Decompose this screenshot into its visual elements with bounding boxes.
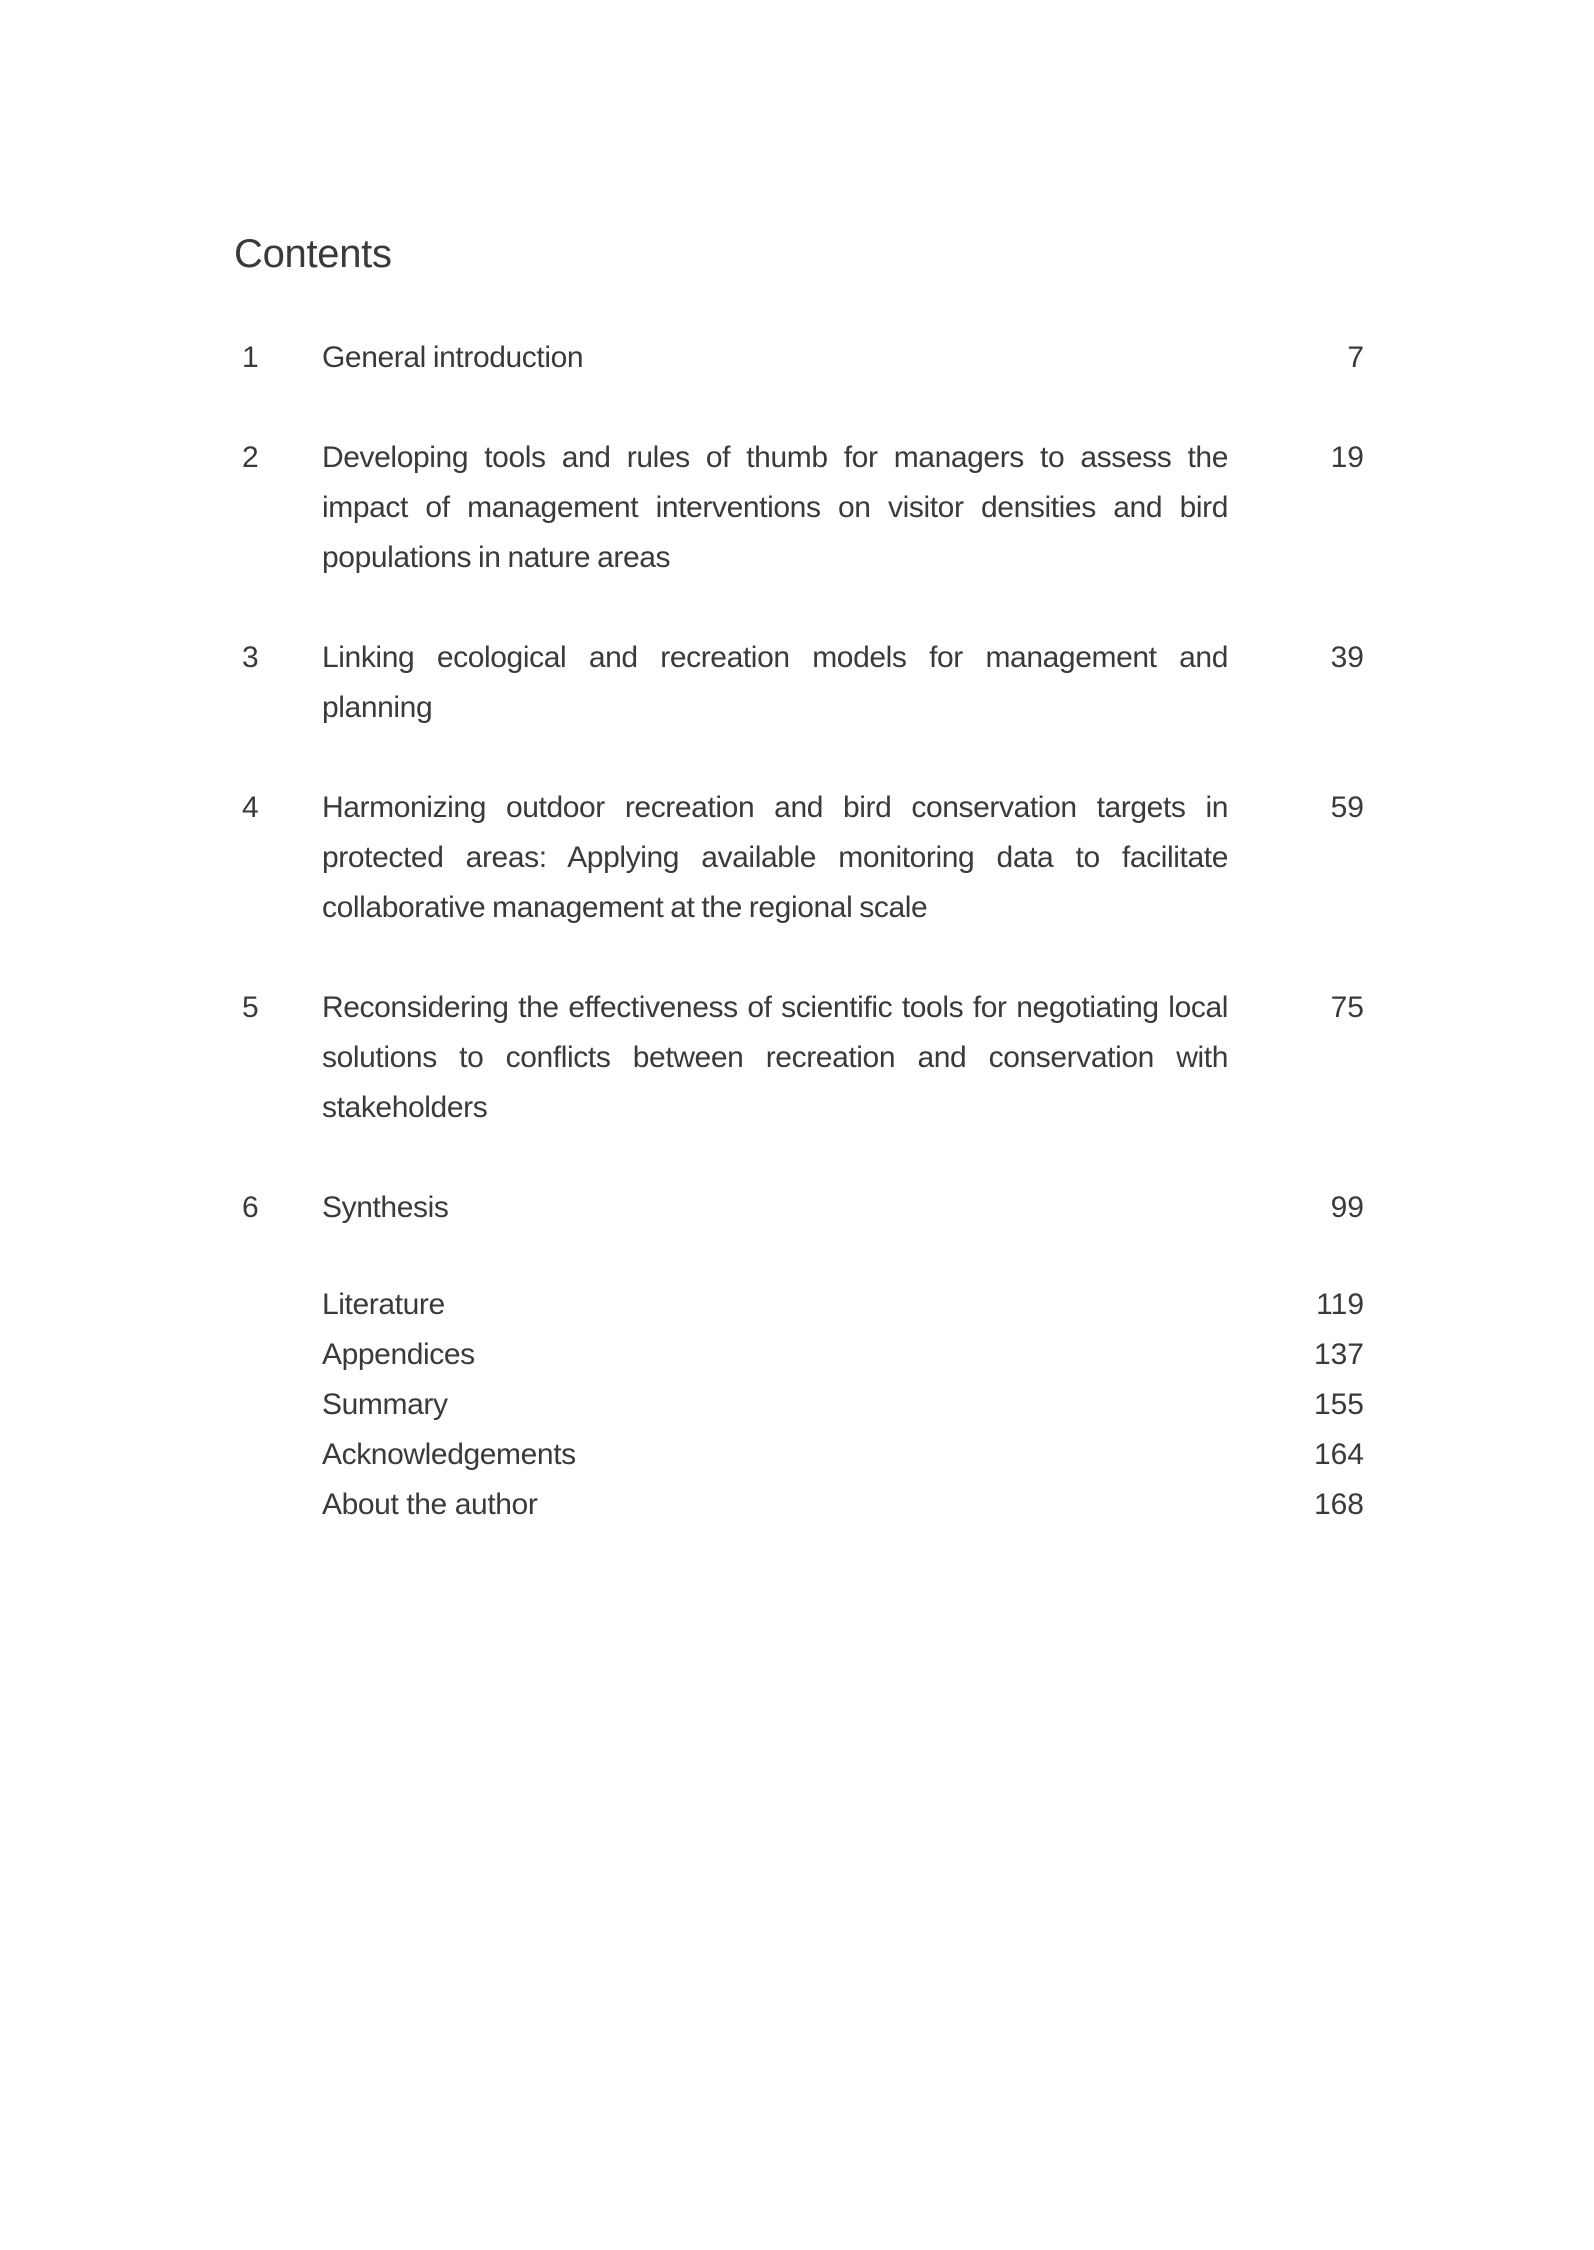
chapter-page-number: 19 <box>1330 441 1364 474</box>
backmatter-title: Appendices <box>322 1338 475 1371</box>
backmatter-title: Acknowledgements <box>322 1438 576 1471</box>
toc-entry-summary[interactable] <box>234 1380 1364 1430</box>
toc-entry-chapter-1[interactable] <box>234 333 1364 383</box>
toc-entry-about-the-author[interactable] <box>234 1480 1364 1530</box>
chapter-title: Developing tools and rules of thumb for managers to assess the impact of management interventions on visitor densities and bird populations in nature areas <box>322 441 1228 574</box>
chapter-number: 1 <box>242 341 259 374</box>
chapter-title: Linking ecological and recreation models for management and planning <box>322 641 1228 724</box>
chapter-number: 2 <box>242 441 259 474</box>
backmatter-title: Summary <box>322 1388 448 1421</box>
chapter-title: Harmonizing outdoor recreation and bird conservation targets in protected areas: Applying available monitoring data to facilitate collaborative management at the regional scale <box>322 791 1228 924</box>
chapter-page-number: 7 <box>1347 341 1364 374</box>
toc-entry-chapter-2[interactable] <box>234 433 1364 583</box>
chapter-title: Synthesis <box>322 1191 449 1224</box>
page-title: Contents <box>234 232 392 276</box>
toc-entry-literature[interactable] <box>234 1280 1364 1330</box>
backmatter-page-number: 168 <box>1313 1488 1364 1521</box>
toc-entry-chapter-5[interactable] <box>234 983 1364 1133</box>
toc-entry-appendices[interactable] <box>234 1330 1364 1380</box>
chapter-page-number: 75 <box>1330 991 1364 1024</box>
toc-entry-chapter-3[interactable] <box>234 633 1364 733</box>
chapter-number: 3 <box>242 641 259 674</box>
backmatter-page-number: 155 <box>1313 1388 1364 1421</box>
chapter-page-number: 39 <box>1330 641 1364 674</box>
backmatter-title: About the author <box>322 1488 538 1521</box>
chapter-number: 5 <box>242 991 259 1024</box>
backmatter-page-number: 137 <box>1313 1338 1364 1371</box>
toc-entry-chapter-4[interactable] <box>234 783 1364 933</box>
toc-entry-acknowledgements[interactable] <box>234 1430 1364 1480</box>
chapter-title: Reconsidering the effectiveness of scientific tools for negotiating local solutions to conflicts between recreation and conservation with stakeholders <box>322 991 1228 1124</box>
chapter-page-number: 59 <box>1330 791 1364 824</box>
chapter-number: 4 <box>242 791 259 824</box>
backmatter-title: Literature <box>322 1288 445 1321</box>
chapter-list <box>234 333 1364 1283</box>
backmatter-page-number: 119 <box>1316 1288 1364 1321</box>
toc-entry-chapter-6[interactable] <box>234 1183 1364 1233</box>
backmatter-list <box>234 1280 1364 1530</box>
backmatter-page-number: 164 <box>1313 1438 1364 1471</box>
chapter-page-number: 99 <box>1330 1191 1364 1224</box>
chapter-title: General introduction <box>322 341 584 374</box>
chapter-number: 6 <box>242 1191 259 1224</box>
